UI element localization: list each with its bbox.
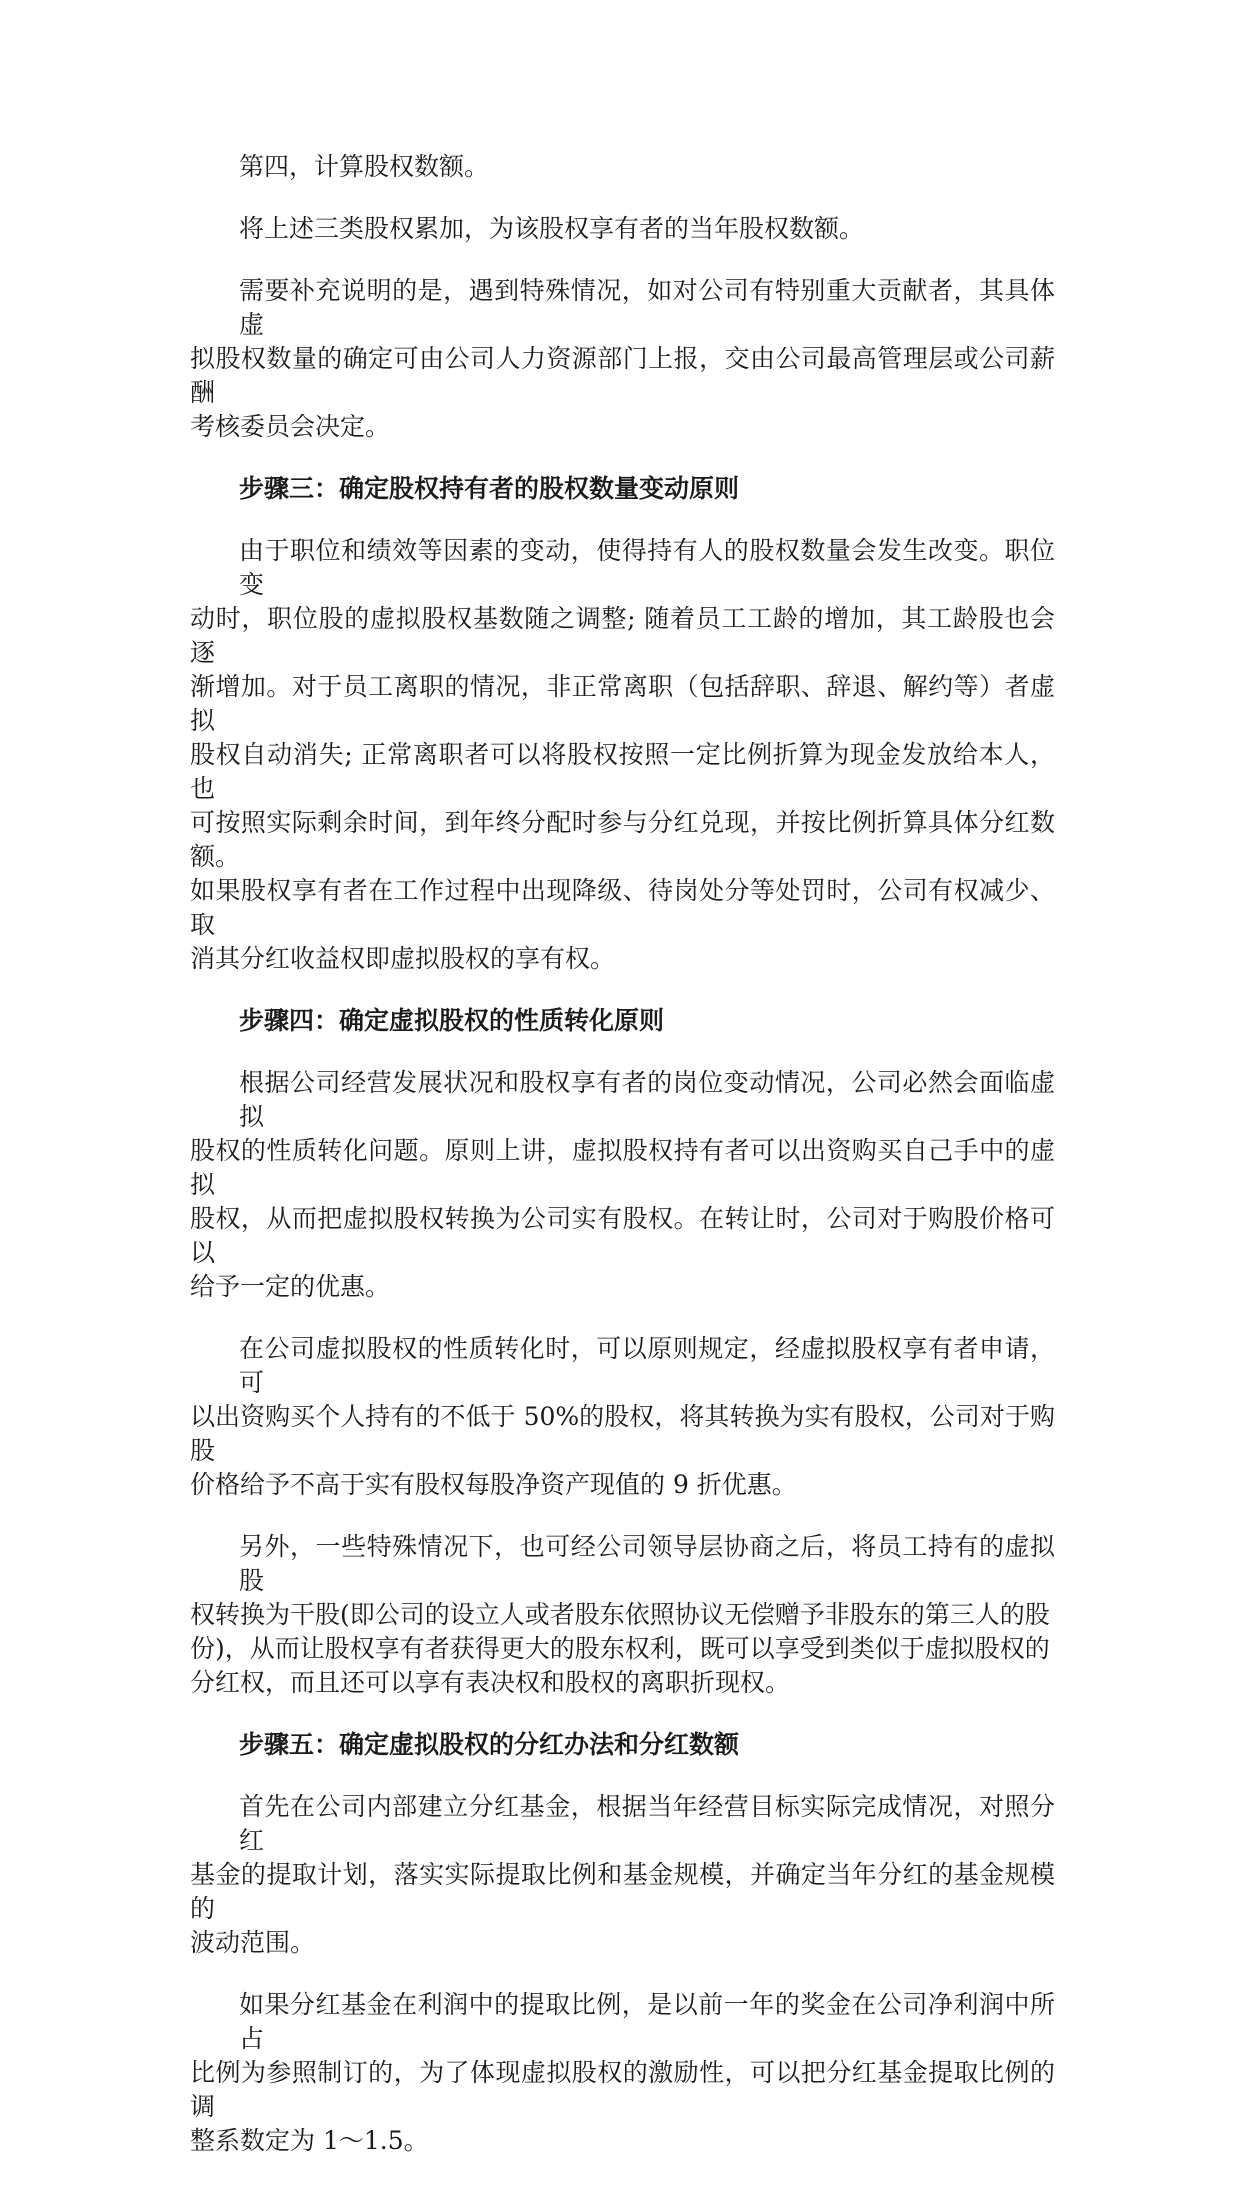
paragraph-equity-change: 由于职位和绩效等因素的变动，使得持有人的股权数量会发生改变。职位变 动时，职位股的虚拟股权基数随之调整; 随着员工工龄的增加，其工龄股也会逐 渐增加。对于员工离职的情况，非正常离职（包括辞职、辞退、解约等）者虚拟 股权自动消失; 正常离职者可以将股权按照一定比例折算为现金发放给本人，也 可按照实际剩余时间，到年终分配时参与分红兑现，并按比例折算具体分红数额。 如果股权享有者在工作过程中出现降级、待岗处分等处罚时，公司有权减少、取 消其分红收益权即虚拟股权的享有权。	[190, 536, 1055, 973]
paragraph-calc-equity: 第四，计算股权数额。	[239, 152, 490, 181]
heading-step-five: 步骤五：确定虚拟股权的分红办法和分红数额	[239, 1730, 740, 1759]
heading-step-three: 步骤三：确定股权持有者的股权数量变动原则	[239, 474, 740, 503]
heading-step-four: 步骤四：确定虚拟股权的性质转化原则	[239, 1006, 665, 1035]
document-body	[190, 150, 1055, 2186]
paragraph-dividend-fund: 首先在公司内部建立分红基金，根据当年经营目标实际完成情况，对照分红 基金的提取计划，落实实际提取比例和基金规模，并确定当年分红的基金规模的 波动范围。	[190, 1792, 1055, 1957]
paragraph-conversion-rules: 在公司虚拟股权的性质转化时，可以原则规定，经虚拟股权享有者申请，可 以出资购买个人持有的不低于 50%的股权，将其转换为实有股权，公司对于购股 价格给予不高于实有股权每股净资产现值的 9 折优惠。	[190, 1334, 1055, 1499]
paragraph-sum-equity: 将上述三类股权累加，为该股权享有者的当年股权数额。	[239, 214, 865, 243]
paragraph-special-cases: 需要补充说明的是，遇到特殊情况，如对公司有特别重大贡献者，其具体虚 拟股权数量的确定可由公司人力资源部门上报，交由公司最高管理层或公司薪酬 考核委员会决定。	[190, 276, 1055, 441]
paragraph-adjustment-coefficient: 如果分红基金在利润中的提取比例，是以前一年的奖金在公司净利润中所占 比例为参照制订的，为了体现虚拟股权的激励性，可以把分红基金提取比例的调 整系数定为 1～1.5。	[190, 1990, 1055, 2155]
paragraph-dry-shares: 另外，一些特殊情况下，也可经公司领导层协商之后，将员工持有的虚拟股 权转换为干股(即公司的设立人或者股东依照协议无偿赠予非股东的第三人的股 份)，从而让股权享有者获得更大的股东权利，既可以享受到类似于虚拟股权的 分红权，而且还可以享有表决权和股权的离职折现权。	[190, 1532, 1055, 1697]
paragraph-nature-conversion: 根据公司经营发展状况和股权享有者的岗位变动情况，公司必然会面临虚拟 股权的性质转化问题。原则上讲，虚拟股权持有者可以出资购买自己手中的虚拟 股权，从而把虚拟股权转换为公司实有股权。在转让时，公司对于购股价格可以 给予一定的优惠。	[190, 1068, 1055, 1301]
